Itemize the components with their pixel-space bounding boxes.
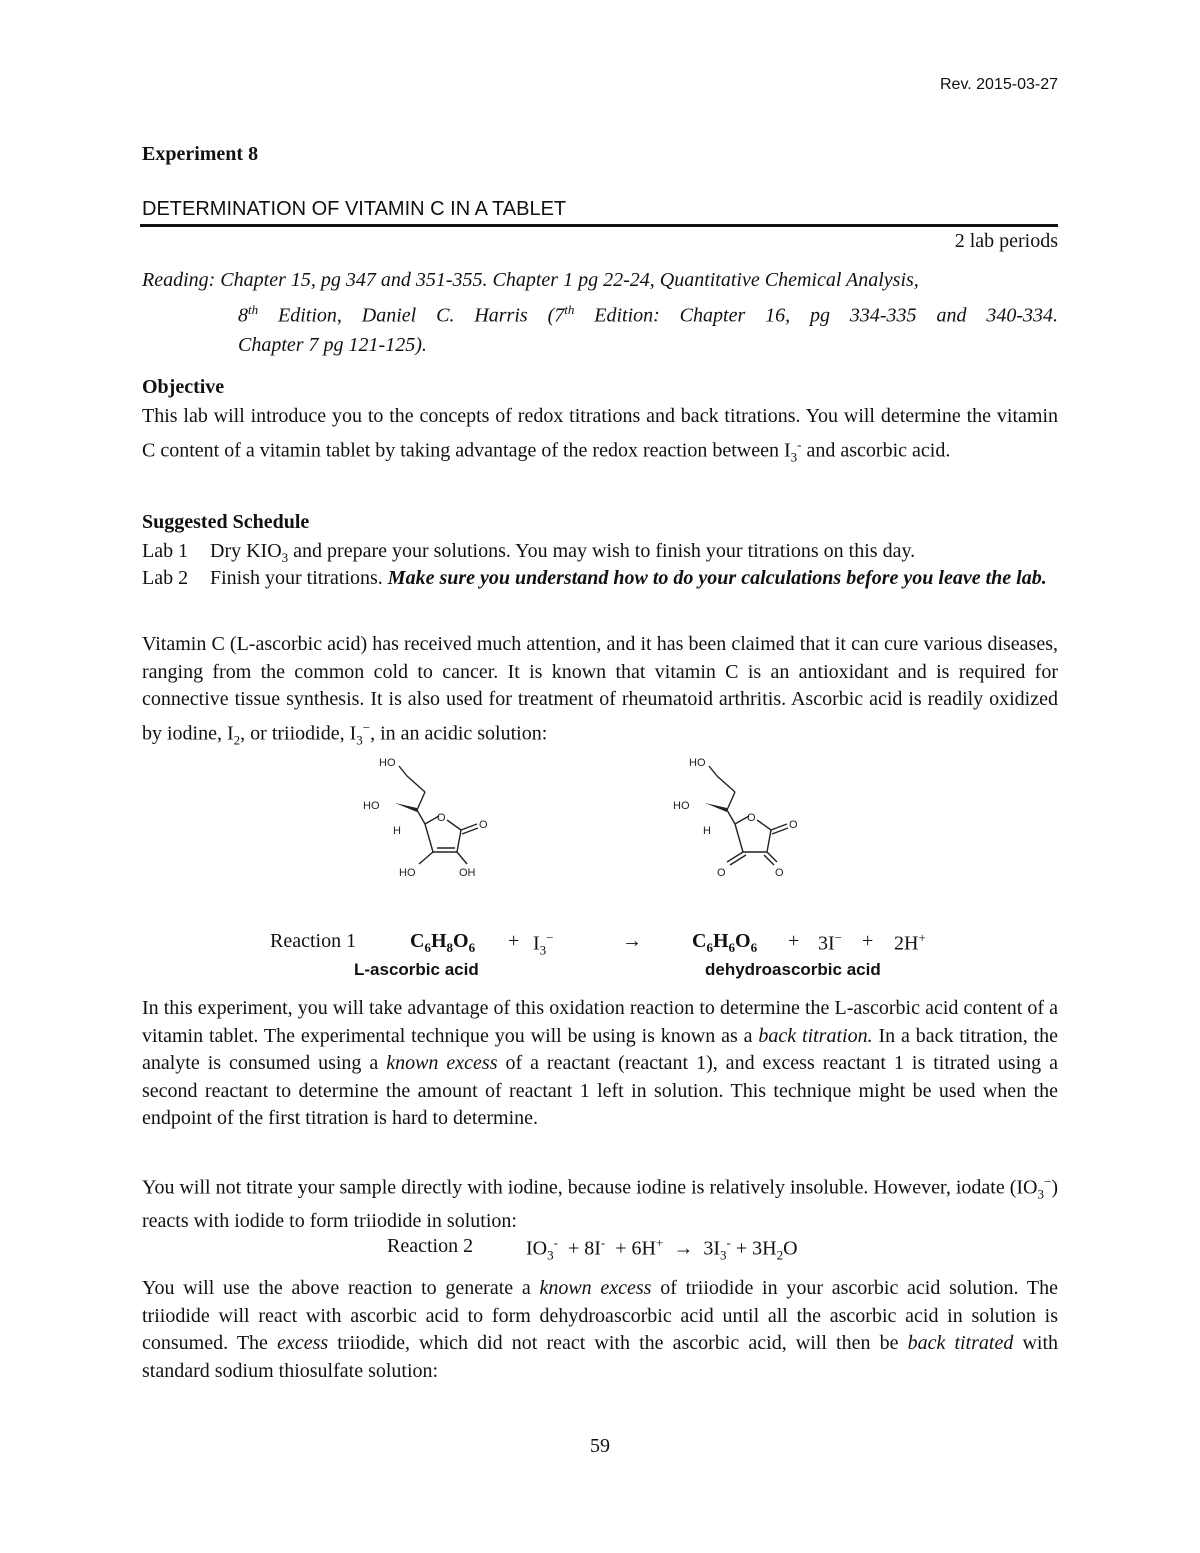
reaction1-plus1: + [508,930,520,952]
reaction1-plus2: + [788,930,800,952]
struct-left-label-h: H [393,825,401,837]
reaction1-iodide: 3I− [818,930,843,955]
struct-right-label-keto-o2: O [775,867,784,879]
struct-left-label-ho1: HO [379,757,396,769]
schedule-lab2 [142,565,1058,592]
caption-l-ascorbic-acid: L-ascorbic acid [354,960,479,979]
struct-left-label-ho3: HO [399,867,416,879]
reaction1-arrow: → [622,930,642,952]
title-rule [140,224,1058,227]
struct-left-label-ho2: HO [363,800,380,812]
struct-right-label-keto-o1: O [717,867,726,879]
reading-reference [142,266,1058,360]
struct-right-label-h: H [703,825,711,837]
revision-date: Rev. 2015-03-27 [940,76,1058,93]
reaction1-product: $C_6H_6O_6$ [692,930,758,955]
reaction2-equation: $IO_3^- + 8I^- + 6H^+ \to 3I_3^- + 3H_2O$ [526,1235,798,1263]
struct-right-label-ring-o: O [747,812,756,824]
objective-heading: Objective [142,376,225,398]
experiment-label: Experiment 8 [142,143,259,165]
schedule-heading: Suggested Schedule [142,511,310,533]
reaction1-reactant: $C_6H_8O_6$ [410,930,476,955]
dehydroascorbic-acid-structure [665,752,805,882]
struct-right-label-ho2: HO [673,800,690,812]
struct-left-label-ring-o: O [437,812,446,824]
back-titration-paragraph: In this experiment, you will take advantage of this oxidation reaction to determine the L-ascorbic acid content of a vitamin tablet. The experimental technique you will be using is known as a back titration. In a back titration, the analyte is consumed using a known excess of a reactant (reactant 1), and excess reactant 1 is titrated using a second reactant to determine the amount of reactant 1 left in solution. This technique might be used when the endpoint of the first titration is hard to determine. [142,997,1058,1129]
struct-right-label-ho1: HO [689,757,706,769]
struct-left-label-carbonyl-o: O [479,819,488,831]
lab-periods: 2 lab periods [954,230,1058,252]
reading-line3: Chapter 7 pg 121-125). [238,333,427,356]
objective-text: This lab will introduce you to the concepts of redox titrations and back titrations. You will determine the vitamin C content of a vitamin tablet by taking advantage of the redox reaction between $I_3^-$ and ascorbic acid. [142,405,1058,465]
reaction1-label: Reaction 1 [270,930,357,952]
reaction2-label: Reaction 2 [387,1235,474,1257]
intro-paragraph: Vitamin C (L-ascorbic acid) has received much attention, and it has been claimed that it can cure various diseases, ranging from the common cold to cancer. It is known that vitamin C is an antioxidant and is required for connective tissue synthesis. It is also used for treatment of rheumatoid arthritis. Ascorbic acid is readily oxidized by iodine, $I_2$, or triiodide, $I_3^-$, in an acidic solution: [142,633,1058,748]
reading-line2: 8th Edition, Daniel C. Harris (7th Edition: Chapter 16, pg 334-335 and 340-334. [238,302,1058,327]
final-paragraph: You will use the above reaction to generate a known excess of triiodide in your ascorbic acid solution. The triiodide will react with ascorbic acid to form dehydroascorbic acid until all the ascorbic acid in solution is consumed. The excess triiodide, which did not react with the ascorbic acid, will then be back titrated with standard sodium thiosulfate solution: [142,1277,1059,1382]
ascorbic-acid-structure [355,752,495,882]
reading-line1: Reading: Chapter 15, pg 347 and 351-355. Chapter 1 pg 22-24, Quantitative Chemical Analysis, [142,269,919,291]
page-number: 59 [590,1435,610,1457]
reaction1-plus3: + [862,930,874,952]
lab1-label: Lab 1 [142,540,189,562]
document-title: DETERMINATION OF VITAMIN C IN A TABLET [142,198,567,220]
caption-dehydroascorbic-acid: dehydroascorbic acid [705,960,881,979]
reaction1-triiodide: $I_3^-$ [533,930,554,958]
lab2-text: Finish your titrations. Make sure you understand how to do your calculations before you leave the lab. [210,567,1047,589]
lab2-label: Lab 2 [142,567,189,589]
iodate-paragraph: You will not titrate your sample directly with iodine, because iodine is relatively insoluble. However, iodate $(IO_3^-)$ reacts with iodide to form triiodide in solution: [142,1174,1058,1233]
lab1-text: Dry $KIO_3$ and prepare your solutions. You may wish to finish your titrations on this day. [210,540,916,565]
reaction1-proton: 2H+ [894,930,926,955]
struct-left-label-oh: OH [459,867,476,879]
struct-right-label-carbonyl-o: O [789,819,798,831]
